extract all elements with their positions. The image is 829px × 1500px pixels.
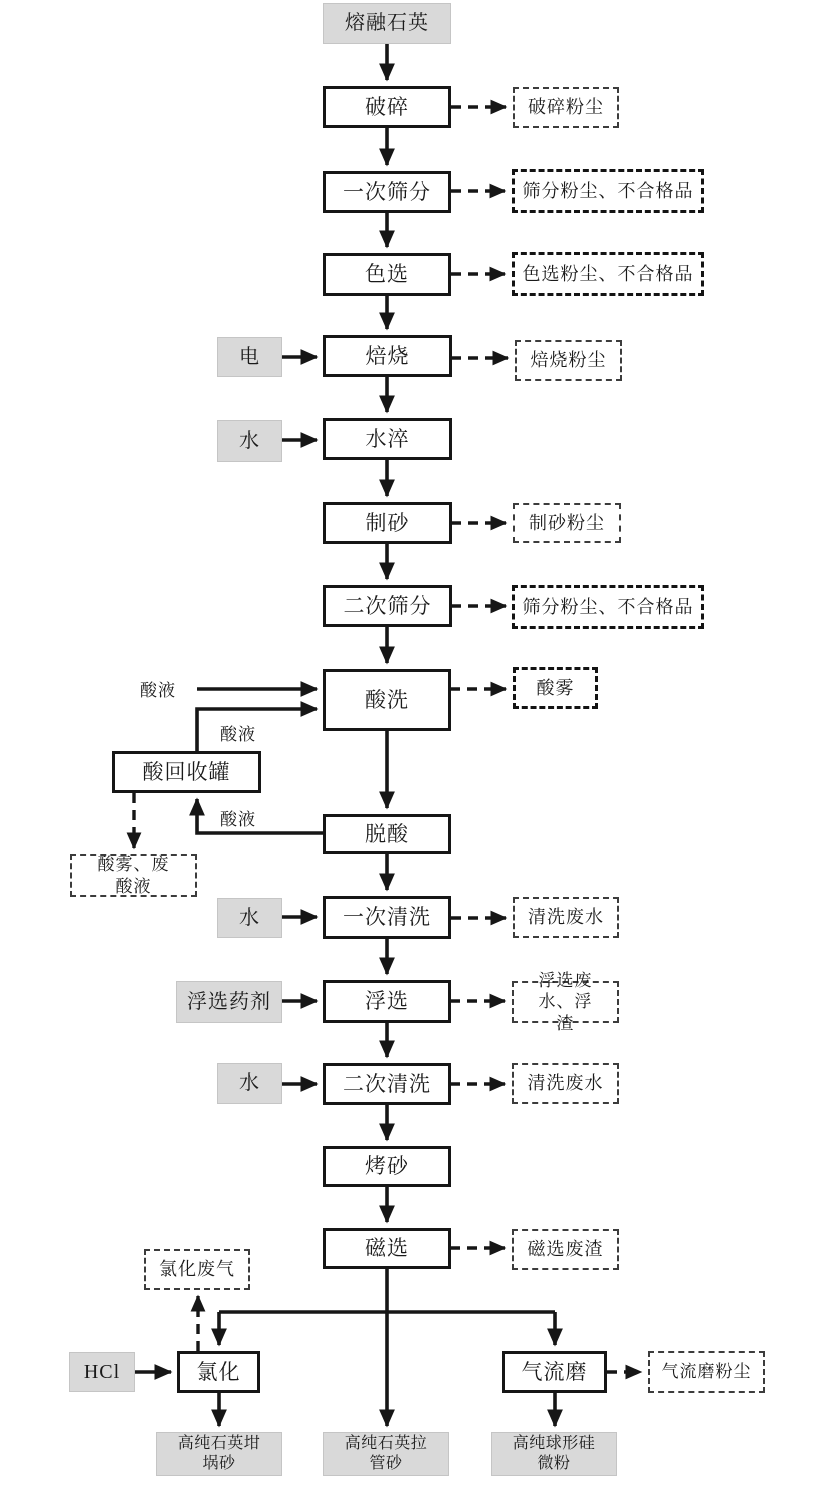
arrow-deacid-to-acidtank bbox=[197, 799, 323, 833]
process-box-sand-making: 制砂 bbox=[323, 502, 452, 544]
process-box-mag-sep: 磁选 bbox=[323, 1228, 451, 1269]
product-box-spherical-silica: 高纯球形硅微粉 bbox=[491, 1432, 617, 1476]
output-box-jetmill-dust: 气流磨粉尘 bbox=[648, 1351, 765, 1393]
process-box-roast: 焙烧 bbox=[323, 335, 452, 377]
output-box-waste-acid: 酸雾、废酸液 bbox=[70, 854, 197, 897]
process-box-deacid: 脱酸 bbox=[323, 814, 451, 854]
source-box-fused-quartz: 熔融石英 bbox=[323, 3, 451, 44]
product-box-tube-sand: 高纯石英拉管砂 bbox=[323, 1432, 449, 1476]
output-box-screen1-reject: 筛分粉尘、不合格品 bbox=[512, 169, 704, 213]
process-box-wash2: 二次清洗 bbox=[323, 1063, 451, 1105]
product-box-crucible-sand: 高纯石英坩埚砂 bbox=[156, 1432, 282, 1476]
label-acid-liquid-1: 酸液 bbox=[140, 681, 176, 700]
output-box-roast-dust: 焙烧粉尘 bbox=[515, 340, 622, 381]
input-box-water3: 水 bbox=[217, 1063, 282, 1104]
input-box-electricity: 电 bbox=[217, 337, 282, 377]
output-box-acid-mist: 酸雾 bbox=[513, 667, 598, 709]
output-box-crush-dust: 破碎粉尘 bbox=[513, 87, 619, 128]
input-box-water1: 水 bbox=[217, 420, 282, 462]
output-box-colorsort-reject: 色选粉尘、不合格品 bbox=[512, 252, 704, 296]
output-box-sand-dust: 制砂粉尘 bbox=[513, 503, 621, 543]
process-box-wash1: 一次清洗 bbox=[323, 896, 451, 939]
process-box-flotation: 浮选 bbox=[323, 980, 451, 1023]
process-box-quench: 水淬 bbox=[323, 418, 452, 460]
process-box-color-sort: 色选 bbox=[323, 253, 451, 296]
process-box-bake: 烤砂 bbox=[323, 1146, 451, 1187]
input-box-water2: 水 bbox=[217, 898, 282, 938]
label-acid-liquid-2: 酸液 bbox=[220, 725, 256, 744]
process-box-acid-tank: 酸回收罐 bbox=[112, 751, 261, 793]
output-box-wash1-waste: 清洗废水 bbox=[513, 897, 619, 938]
label-acid-liquid-3: 酸液 bbox=[220, 810, 256, 829]
process-box-jet-mill: 气流磨 bbox=[502, 1351, 607, 1393]
process-box-chlorination: 氯化 bbox=[177, 1351, 260, 1393]
process-box-crush: 破碎 bbox=[323, 86, 451, 128]
output-box-wash2-waste: 清洗废水 bbox=[512, 1063, 619, 1104]
input-box-flot-agent: 浮选药剂 bbox=[176, 981, 282, 1023]
process-box-acid-wash: 酸洗 bbox=[323, 669, 451, 731]
process-box-screen1: 一次筛分 bbox=[323, 171, 451, 213]
output-box-flotation-waste: 浮选废水、浮渣 bbox=[512, 981, 619, 1023]
output-box-chlor-gas: 氯化废气 bbox=[144, 1249, 250, 1290]
arrow-acidtank-to-acidwash bbox=[197, 709, 317, 751]
output-box-screen2-reject: 筛分粉尘、不合格品 bbox=[512, 585, 704, 629]
process-box-screen2: 二次筛分 bbox=[323, 585, 452, 627]
output-box-mag-waste: 磁选废渣 bbox=[512, 1229, 619, 1270]
input-box-hcl: HCl bbox=[69, 1352, 135, 1392]
